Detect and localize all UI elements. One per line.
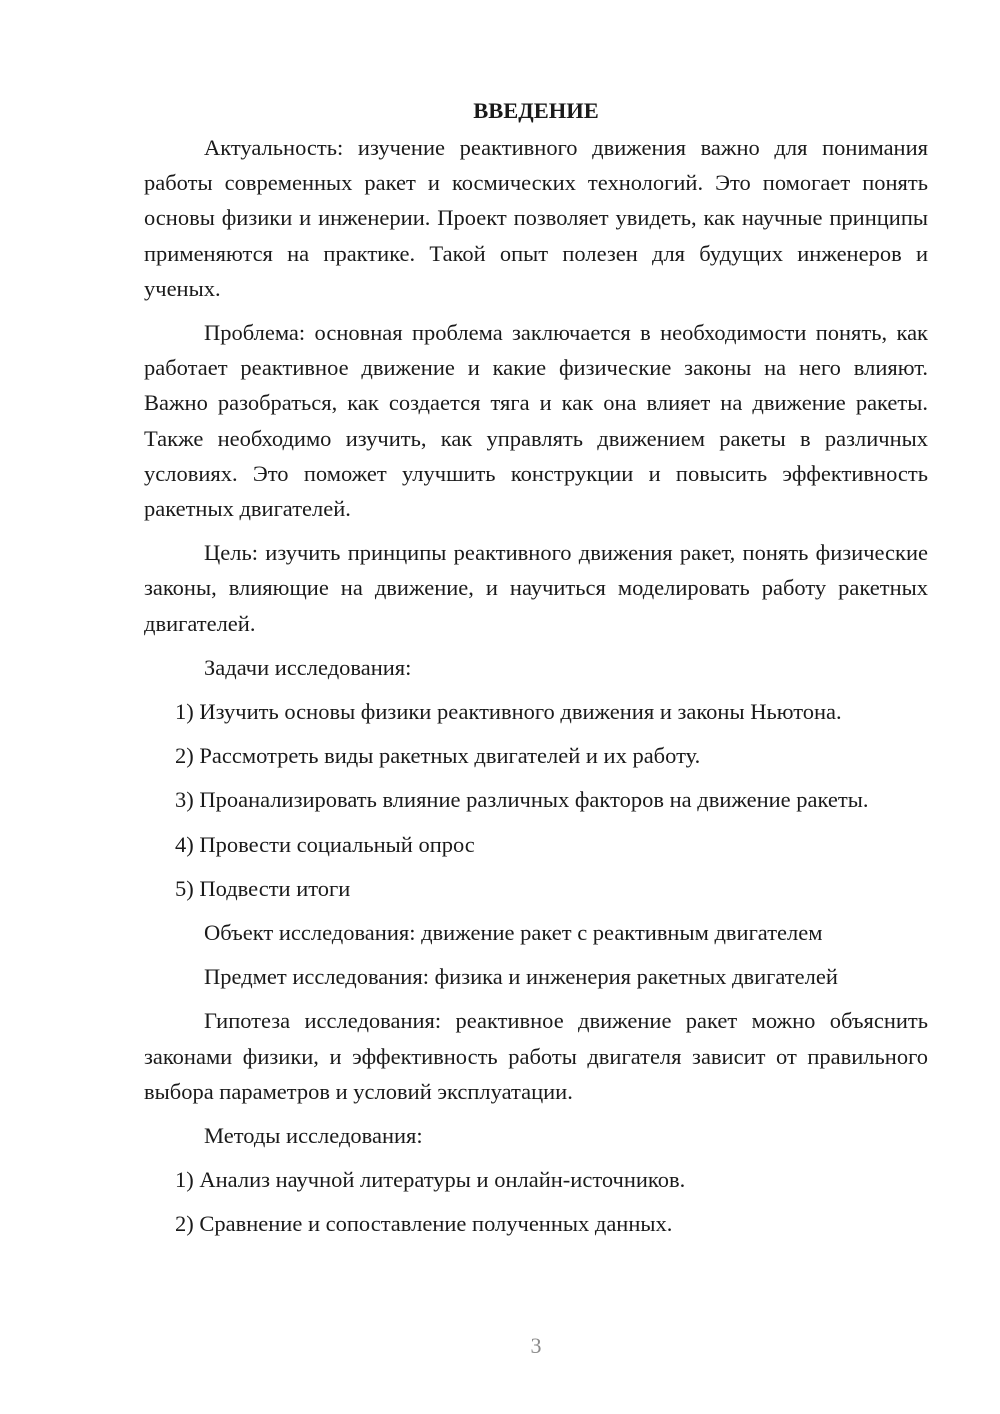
task-item-1: 1) Изучить основы физики реактивного движения и законы Ньютона.: [175, 699, 842, 725]
page-number: 3: [530, 1333, 542, 1358]
paragraph-goal: Цель: изучить принципы реактивного движения ракет, понять физические законы, влияющие на движение, и научиться моделировать работу ракетных двигателей.: [144, 540, 928, 636]
paragraph-relevance: Актуальность: изучение реактивного движения важно для понимания работы современных ракет и космических технологий. Это помогает понять основы физики и инженерии. Проект позволяет увидеть, как научные принципы применяются на практике. Такой опыт полезен для будущих инженеров и ученых.: [144, 135, 928, 301]
task-item-3: 3) Проанализировать влияние различных факторов на движение ракеты.: [175, 787, 869, 813]
methods-heading: Методы исследования:: [204, 1123, 423, 1149]
task-item-2: 2) Рассмотреть виды ракетных двигателей и их работу.: [175, 743, 701, 769]
section-title: ВВЕДЕНИЕ: [473, 98, 599, 123]
page-content: [144, 96, 928, 1251]
paragraph-subject: Предмет исследования: физика и инженерия ракетных двигателей: [204, 964, 838, 990]
paragraph-problem: Проблема: основная проблема заключается в необходимости понять, как работает реактивное движение и какие физические законы на него влияют. Важно разобраться, как создается тяга и как она влияет на движение ракеты. Также необходимо изучить, как управлять движением ракеты в различных условиях. Это поможет улучшить конструкции и повысить эффективность ракетных двигателей.: [144, 320, 928, 522]
paragraph-object: Объект исследования: движение ракет с реактивным двигателем: [204, 920, 823, 946]
tasks-heading: Задачи исследования:: [204, 654, 412, 680]
method-item-2: 2) Сравнение и сопоставление полученных данных.: [175, 1211, 673, 1237]
task-item-4: 4) Провести социальный опрос: [175, 831, 475, 857]
method-item-1: 1) Анализ научной литературы и онлайн-источников.: [175, 1167, 686, 1193]
task-item-5: 5) Подвести итоги: [175, 875, 351, 901]
paragraph-hypothesis: Гипотеза исследования: реактивное движение ракет можно объяснить законами физики, и эффективность работы двигателя зависит от правильного выбора параметров и условий эксплуатации.: [144, 1008, 928, 1104]
